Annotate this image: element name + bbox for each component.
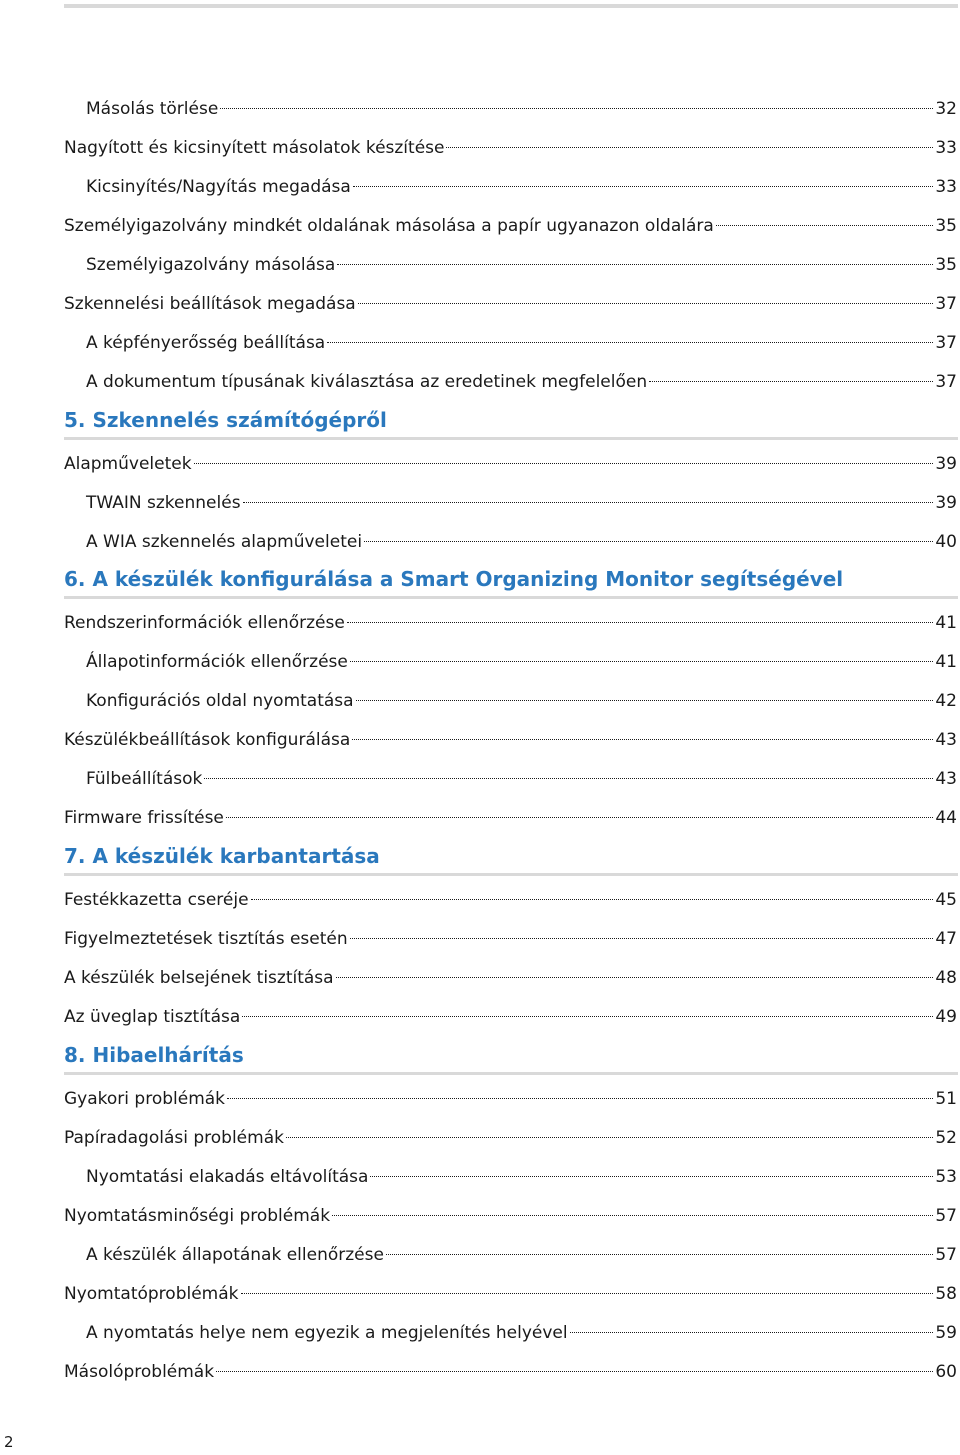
toc-entry[interactable] — [64, 886, 957, 914]
dot-leader — [358, 303, 934, 304]
toc-entry[interactable] — [86, 528, 957, 556]
dot-leader — [446, 147, 933, 148]
dot-leader — [241, 1293, 934, 1294]
toc-entry-label: Firmware frissítése — [64, 808, 224, 828]
toc-entry[interactable] — [64, 290, 957, 318]
toc-entry-label: Az üveglap tisztítása — [64, 1007, 241, 1027]
dot-leader — [386, 1254, 933, 1255]
toc-entry[interactable] — [86, 687, 957, 715]
chapter-heading[interactable]: 7. A készülék karbantartása — [64, 844, 380, 868]
toc-entry-page: 53 — [935, 1167, 957, 1187]
toc-entry-label: Személyigazolvány mindkét oldalának másolása a papír ugyanazon oldalára — [64, 216, 714, 236]
toc-entry-page: 52 — [935, 1128, 957, 1148]
toc-entry-label: Nyomtatási elakadás eltávolítása — [86, 1167, 369, 1187]
toc-entry-label: Gyakori problémák — [64, 1089, 226, 1109]
toc-entry[interactable] — [64, 1280, 957, 1308]
dot-leader — [350, 661, 934, 662]
toc-entry-label: Szkennelési beállítások megadása — [64, 294, 356, 314]
dot-leader — [570, 1332, 934, 1333]
chapter-rule — [64, 1072, 958, 1075]
dot-leader — [242, 1016, 933, 1017]
toc-entry-page: 37 — [935, 333, 957, 353]
toc-entry-page: 40 — [935, 532, 957, 552]
toc-entry-label: Nagyított és kicsinyített másolatok készítése — [64, 138, 445, 158]
toc-entry[interactable] — [64, 804, 957, 832]
toc-entry[interactable] — [64, 925, 957, 953]
toc-entry-page: 60 — [935, 1362, 957, 1382]
toc-entry-page: 49 — [935, 1007, 957, 1027]
toc-entry-page: 44 — [935, 808, 957, 828]
toc-entry-label: Alapműveletek — [64, 454, 192, 474]
toc-entry-label: Kicsinyítés/Nagyítás megadása — [86, 177, 351, 197]
dot-leader — [364, 541, 933, 542]
dot-leader — [649, 381, 933, 382]
toc-entry-page: 39 — [935, 454, 957, 474]
toc-entry-label: A készülék állapotának ellenőrzése — [86, 1245, 384, 1265]
dot-leader — [337, 264, 933, 265]
toc-entry-label: Nyomtatóproblémák — [64, 1284, 239, 1304]
toc-entry[interactable] — [86, 95, 957, 123]
dot-leader — [716, 225, 934, 226]
toc-entry-page: 47 — [935, 929, 957, 949]
toc-entry-page: 57 — [935, 1206, 957, 1226]
toc-entry[interactable] — [86, 648, 957, 676]
toc-entry-label: A dokumentum típusának kiválasztása az eredetinek megfelelően — [86, 372, 648, 392]
toc-entry-page: 37 — [935, 294, 957, 314]
dot-leader — [286, 1137, 933, 1138]
chapter-heading[interactable]: 5. Szkennelés számítógépről — [64, 408, 387, 432]
toc-entry[interactable] — [64, 964, 957, 992]
toc-entry-label: A képfényerősség beállítása — [86, 333, 326, 353]
toc-entry-page: 41 — [935, 652, 957, 672]
toc-entry[interactable] — [86, 1319, 957, 1347]
toc-entry[interactable] — [64, 134, 957, 162]
toc-entry[interactable] — [64, 726, 957, 754]
toc-entry-label: A készülék belsejének tisztítása — [64, 968, 334, 988]
toc-entry[interactable] — [86, 1163, 957, 1191]
toc-entry[interactable] — [86, 1241, 957, 1269]
toc-entry-page: 33 — [935, 138, 957, 158]
dot-leader — [370, 1176, 933, 1177]
toc-entry-label: Másolóproblémák — [64, 1362, 215, 1382]
toc-entry-page: 42 — [935, 691, 957, 711]
toc-entry-label: Festékkazetta cseréje — [64, 890, 249, 910]
dot-leader — [332, 1215, 933, 1216]
dot-leader — [327, 342, 933, 343]
dot-leader — [194, 463, 934, 464]
dot-leader — [204, 778, 933, 779]
toc-entry-page: 59 — [935, 1323, 957, 1343]
top-rule — [64, 4, 958, 8]
toc-entry[interactable] — [86, 251, 957, 279]
toc-entry-page: 51 — [935, 1089, 957, 1109]
toc-entry[interactable] — [86, 173, 957, 201]
toc-entry-label: Nyomtatásminőségi problémák — [64, 1206, 331, 1226]
toc-entry-label: Másolás törlése — [86, 99, 219, 119]
toc-entry-label: A nyomtatás helye nem egyezik a megjelenítés helyével — [86, 1323, 568, 1343]
toc-entry-page: 33 — [935, 177, 957, 197]
toc-entry[interactable] — [64, 212, 957, 240]
toc-entry-page: 57 — [935, 1245, 957, 1265]
dot-leader — [350, 938, 934, 939]
toc-entry[interactable] — [64, 1003, 957, 1031]
toc-entry-label: Fülbeállítások — [86, 769, 203, 789]
toc-entry[interactable] — [86, 368, 957, 396]
toc-entry-label: A WIA szkennelés alapműveletei — [86, 532, 363, 552]
toc-entry-label: TWAIN szkennelés — [86, 493, 241, 513]
toc-entry-page: 39 — [935, 493, 957, 513]
chapter-rule — [64, 437, 958, 440]
toc-entry-page: 32 — [935, 99, 957, 119]
toc-entry-page: 45 — [935, 890, 957, 910]
chapter-rule — [64, 596, 958, 599]
page-number: 2 — [4, 1433, 14, 1451]
toc-entry-label: Személyigazolvány másolása — [86, 255, 336, 275]
toc-entry-page: 48 — [935, 968, 957, 988]
dot-leader — [336, 977, 934, 978]
toc-entry-page: 35 — [935, 216, 957, 236]
chapter-heading[interactable]: 6. A készülék konfigurálása a Smart Organizing Monitor segítségével — [64, 567, 844, 591]
toc-entry[interactable] — [64, 1124, 957, 1152]
dot-leader — [226, 817, 933, 818]
toc-entry-page: 43 — [935, 769, 957, 789]
toc-entry-page: 41 — [935, 613, 957, 633]
toc-entry-page: 58 — [935, 1284, 957, 1304]
chapter-heading[interactable]: 8. Hibaelhárítás — [64, 1043, 244, 1067]
dot-leader — [227, 1098, 933, 1099]
toc-entry-label: Konfigurációs oldal nyomtatása — [86, 691, 354, 711]
dot-leader — [216, 1371, 933, 1372]
toc-entry-page: 37 — [935, 372, 957, 392]
toc-entry[interactable] — [64, 1358, 957, 1386]
toc-entry-label: Készülékbeállítások konfigurálása — [64, 730, 351, 750]
dot-leader — [352, 739, 933, 740]
dot-leader — [220, 108, 933, 109]
toc-entry-page: 43 — [935, 730, 957, 750]
dot-leader — [251, 899, 934, 900]
dot-leader — [356, 700, 934, 701]
dot-leader — [353, 186, 934, 187]
toc-entry[interactable] — [64, 1085, 957, 1113]
chapter-rule — [64, 873, 958, 876]
dot-leader — [347, 622, 934, 623]
toc-entry-label: Figyelmeztetések tisztítás esetén — [64, 929, 348, 949]
toc-entry[interactable] — [86, 489, 957, 517]
toc-entry-label: Papíradagolási problémák — [64, 1128, 284, 1148]
toc-entry[interactable] — [86, 329, 957, 357]
toc-entry-label: Rendszerinformációk ellenőrzése — [64, 613, 345, 633]
toc-entry[interactable] — [64, 1202, 957, 1230]
toc-entry-page: 35 — [935, 255, 957, 275]
toc-entry[interactable] — [64, 609, 957, 637]
toc-entry[interactable] — [64, 450, 957, 478]
dot-leader — [243, 502, 934, 503]
toc-entry-label: Állapotinformációk ellenőrzése — [86, 652, 348, 672]
toc-entry[interactable] — [86, 765, 957, 793]
